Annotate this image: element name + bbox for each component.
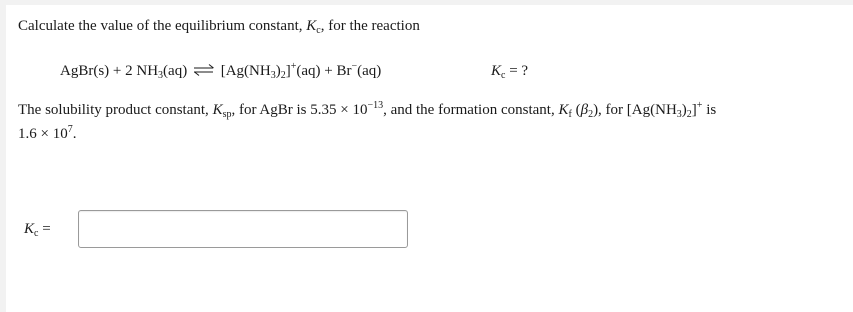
intro-after-text: , for the reaction (320, 18, 420, 34)
answer-equals: = (38, 221, 51, 237)
given-text-1: The solubility product constant, (18, 102, 213, 118)
equilibrium-arrow-icon (193, 63, 215, 77)
given-text-5: ), for [Ag(NH (593, 102, 677, 118)
given-text-2: , for AgBr is 5.35 × 10 (231, 102, 368, 118)
answer-k-subscript: c (34, 228, 39, 239)
answer-label (24, 221, 51, 238)
complex-paren: ) (681, 102, 687, 118)
given-period: . (72, 126, 77, 142)
answer-k-symbol: K (24, 221, 35, 237)
product-paren: ) (275, 63, 281, 79)
kf-symbol: K (558, 102, 569, 118)
product-subscript-1: 3 (270, 70, 276, 81)
ksp-symbol: K (212, 102, 223, 118)
kf-exponent: 7 (67, 124, 73, 135)
kc-symbol: K (306, 18, 317, 34)
question-intro (18, 18, 420, 35)
given-line-2 (18, 126, 76, 143)
product-text: [Ag(NH (220, 63, 271, 79)
complex-charge: + (696, 100, 703, 111)
question-card (6, 5, 853, 312)
intro-text: Calculate the value of the equilibrium constant, (18, 18, 307, 34)
product-charge: + (290, 61, 297, 72)
kf-value: 1.6 × 10 (18, 126, 68, 142)
given-line-1 (18, 102, 716, 119)
kf-subscript: f (568, 109, 572, 120)
given-text-6: is (702, 102, 717, 118)
complex-subscript-2: 2 (686, 109, 692, 120)
kc-subscript: c (316, 25, 321, 36)
complex-subscript-1: 3 (676, 109, 682, 120)
bromide-charge: − (351, 61, 358, 72)
bromide-phase: (aq) (357, 63, 382, 79)
product-after-text: (aq) + Br (296, 63, 352, 79)
reactant-text: AgBr(s) + 2 NH (60, 63, 159, 79)
product-subscript-2: 2 (280, 70, 286, 81)
product-bracket: ] (285, 63, 291, 79)
reaction-k-subscript: c (501, 70, 506, 81)
given-text-3: , and the formation constant, (383, 102, 559, 118)
complex-bracket: ] (691, 102, 697, 118)
reaction-k-value: = ? (505, 63, 529, 79)
reaction-k-symbol: K (491, 63, 502, 79)
ksp-subscript: sp (222, 109, 232, 120)
reaction-equation (60, 63, 381, 80)
reactant-phase: (aq) (163, 63, 188, 79)
reaction-k-expression (491, 63, 528, 80)
given-text-4: ( (571, 102, 581, 118)
beta-subscript: 2 (588, 109, 594, 120)
reactant-subscript: 3 (158, 70, 164, 81)
kc-answer-input[interactable] (78, 210, 408, 248)
beta-symbol: β (580, 102, 589, 118)
ksp-exponent: −13 (367, 100, 384, 111)
